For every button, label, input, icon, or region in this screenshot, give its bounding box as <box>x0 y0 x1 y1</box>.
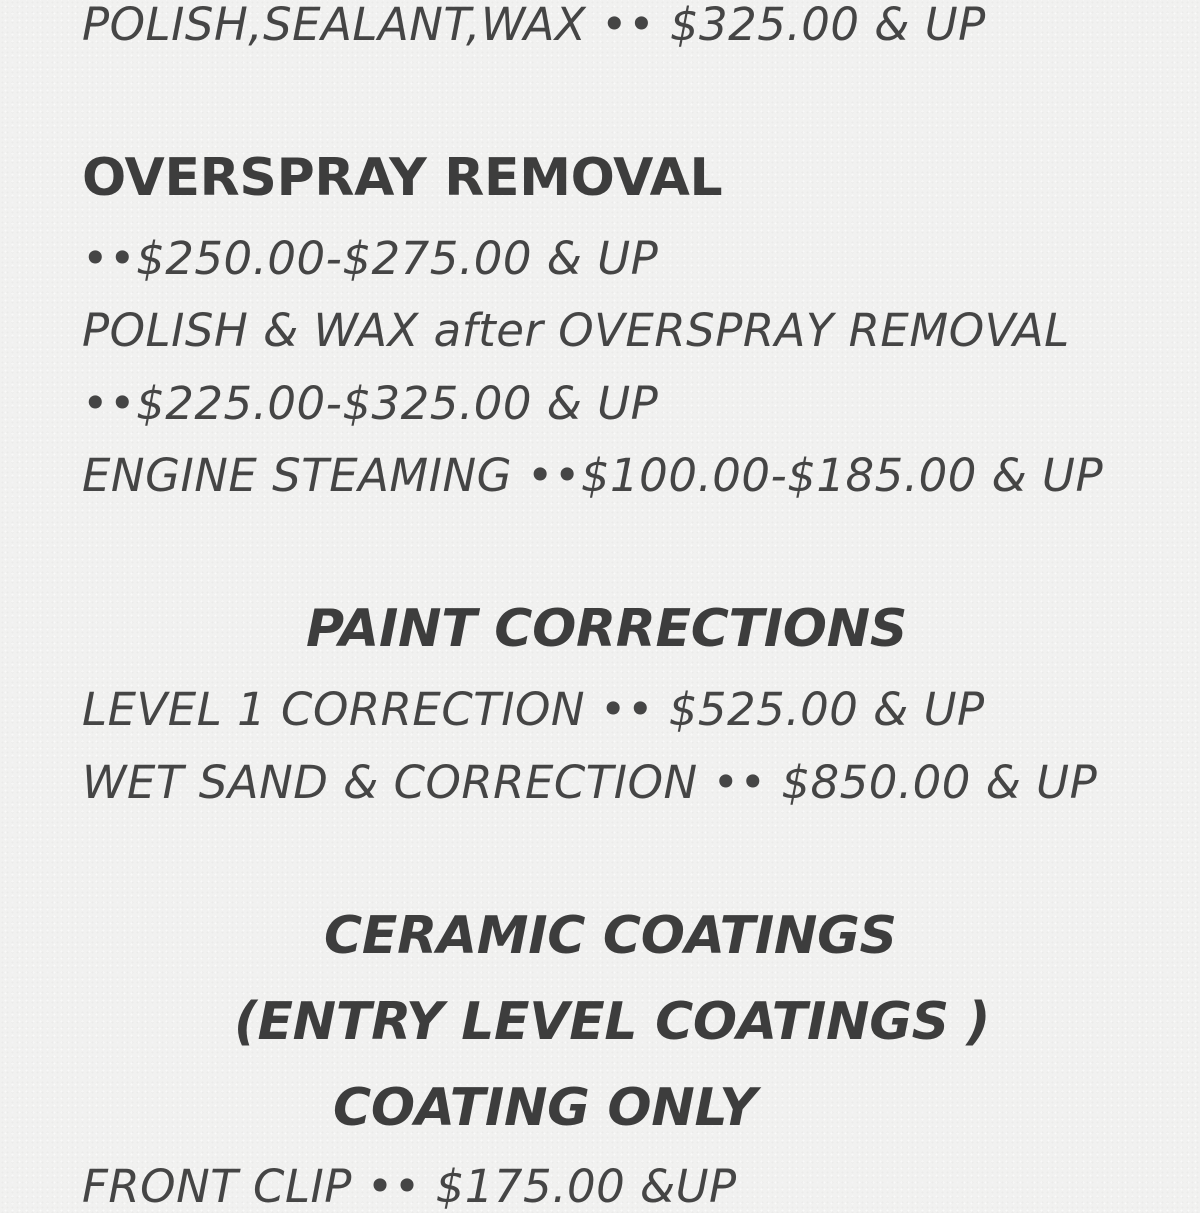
entry-level-coatings-subheading: (ENTRY LEVEL COATINGS ) <box>234 992 991 1052</box>
overspray-removal-price: ••$250.00-$275.00 & UP <box>82 232 659 285</box>
polish-wax-after-overspray-price: ••$225.00-$325.00 & UP <box>82 377 659 430</box>
paint-corrections-heading: PAINT CORRECTIONS <box>306 599 908 659</box>
ceramic-coatings-heading: CERAMIC COATINGS <box>324 906 897 966</box>
polish-sealant-wax-price: POLISH,SEALANT,WAX •• $325.00 & UP <box>82 0 986 51</box>
polish-wax-after-overspray: POLISH & WAX after OVERSPRAY REMOVAL <box>82 304 1070 357</box>
overspray-removal-heading: OVERSPRAY REMOVAL <box>82 148 723 208</box>
level-1-correction-price: LEVEL 1 CORRECTION •• $525.00 & UP <box>82 683 985 736</box>
coating-only-subheading: COATING ONLY <box>333 1078 757 1138</box>
wet-sand-correction-price: WET SAND & CORRECTION •• $850.00 & UP <box>82 756 1098 809</box>
engine-steaming-price: ENGINE STEAMING ••$100.00-$185.00 & UP <box>82 449 1104 502</box>
front-clip-price: FRONT CLIP •• $175.00 &UP <box>82 1160 737 1213</box>
